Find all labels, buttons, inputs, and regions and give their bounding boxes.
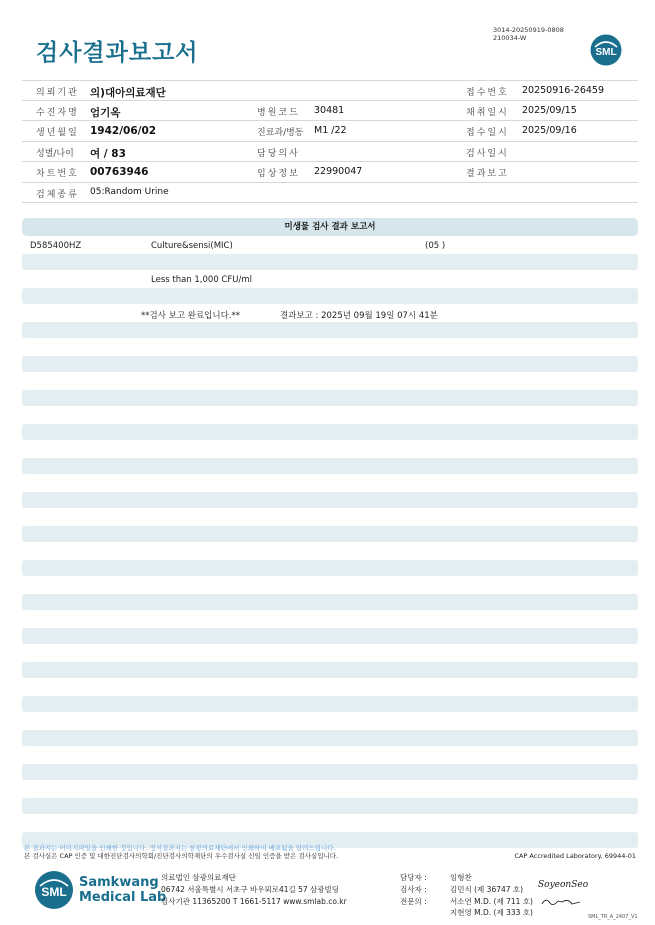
result-row-band	[22, 288, 638, 304]
result-row-band	[22, 356, 638, 372]
report-time: 결과보고 : 2025년 09월 19일 07시 41분	[280, 311, 438, 321]
info-divider	[22, 161, 638, 162]
org-contact: 검사기관 11365200 T 1661-5117 www.smlab.co.kr	[161, 897, 347, 906]
result-row-band	[22, 730, 638, 746]
result-row-band	[22, 492, 638, 508]
value-receipt-number: 20250916-26459	[522, 85, 605, 96]
result-row-band	[22, 322, 638, 338]
sml-logo-text: SML	[595, 47, 617, 58]
staff-specialist-2: 지현영 M.D. (제 333 호)	[450, 908, 533, 917]
label-birth-date: 생년월일	[36, 128, 79, 138]
label-patient-name: 수진자명	[36, 108, 79, 118]
result-row-band	[22, 560, 638, 576]
sml-logo-icon	[590, 34, 622, 66]
label-specimen-type: 검체종류	[36, 190, 79, 200]
report-code-line2: 210034-W	[493, 34, 527, 42]
result-row-band	[22, 798, 638, 814]
label-clinical-info: 임상정보	[257, 169, 300, 179]
test-spec: (05 )	[425, 241, 446, 251]
signature-seo: SoyeonSeo	[538, 880, 589, 890]
info-divider	[22, 182, 638, 183]
label-department-ward: 진료과/병동	[257, 128, 304, 138]
staff-label-tester: 검사자 :	[400, 885, 427, 894]
value-patient-name: 엄기옥	[90, 107, 121, 119]
result-row-band	[22, 254, 638, 270]
info-divider	[22, 80, 638, 81]
staff-specialist-1: 서소연 M.D. (제 711 호)	[450, 897, 533, 906]
signature-ji-icon	[540, 895, 582, 909]
result-row-band	[22, 458, 638, 474]
staff-label-manager: 담당자 :	[400, 873, 427, 882]
cap-accreditation: CAP Accredited Laboratory. 69944-01	[514, 852, 636, 860]
accreditation-notice: 본 검사실은 CAP 인증 및 대한진단검사의학회/진단검사의학재단의 우수검사실 신임 인증을 받은 검사실입니다.	[24, 852, 339, 860]
label-receipt-date: 접수일시	[466, 128, 509, 138]
info-divider	[22, 202, 638, 203]
form-version: SML_TR_A_2407_V1	[588, 914, 638, 920]
result-row-band	[22, 764, 638, 780]
label-chart-number: 차트번호	[36, 169, 79, 179]
staff-manager: 임형찬	[450, 873, 472, 882]
samkwang-logo-mark: SML	[41, 885, 67, 899]
staff-tester: 김민식 (제 36747 호)	[450, 885, 524, 894]
label-sex-age: 성별/나이	[36, 149, 74, 159]
image-print-disclaimer: 본 결과지는 이미지파일을 인쇄한 것입니다. 정식결과지는 삼광의료재단에서 인쇄하여 배포됨을 알려드립니다.	[24, 844, 336, 852]
value-birth-date: 1942/06/02	[90, 125, 157, 137]
value-specimen-type: 05:Random Urine	[90, 187, 169, 197]
test-name: Culture&sensi(MIC)	[151, 241, 233, 251]
value-department-ward: M1 /22	[314, 125, 347, 136]
samkwang-logo-icon	[34, 870, 74, 910]
test-result: Less than 1,000 CFU/ml	[151, 275, 252, 285]
result-row-band	[22, 526, 638, 542]
page-title: 검사결과보고서	[36, 40, 199, 66]
info-divider	[22, 100, 638, 101]
value-clinical-info: 22990047	[314, 166, 363, 177]
label-receipt-number: 접수번호	[466, 88, 509, 98]
completion-note: **검사 보고 완료입니다.**	[141, 311, 241, 321]
label-test-date: 검사일시	[466, 149, 509, 159]
value-receipt-date: 2025/09/16	[522, 125, 577, 136]
label-attending-doctor: 담당의사	[257, 149, 300, 159]
value-chart-number: 00763946	[90, 166, 149, 178]
result-row-band	[22, 696, 638, 712]
result-row-band	[22, 424, 638, 440]
org-address: 06742 서울특별시 서초구 바우뫼로41길 57 삼광빌딩	[161, 885, 340, 894]
label-collection-date: 채취일시	[466, 108, 509, 118]
result-row-band	[22, 662, 638, 678]
report-code-line1: 3014-20250919-0808	[493, 26, 564, 34]
label-hospital-code: 병원코드	[257, 108, 300, 118]
result-row-band	[22, 628, 638, 644]
org-name: 의료법인 삼광의료재단	[161, 873, 236, 882]
test-code: D585400HZ	[30, 241, 82, 251]
label-requesting-institution: 의뢰기관	[36, 88, 79, 98]
value-collection-date: 2025/09/15	[522, 105, 577, 116]
info-divider	[22, 141, 638, 142]
info-divider	[22, 120, 638, 121]
value-sex-age: 여 / 83	[90, 148, 126, 160]
value-hospital-code: 30481	[314, 105, 345, 116]
label-result-report: 결과보고	[466, 169, 509, 179]
staff-label-specialist: 전문의 :	[400, 897, 427, 906]
value-requesting-institution: 의)대아의료재단	[90, 87, 166, 99]
samkwang-name: Samkwang	[79, 875, 159, 890]
medical-lab-name: Medical Lab	[79, 890, 167, 905]
result-row-band	[22, 594, 638, 610]
report-section-header: 미생물 검사 결과 보고서	[22, 218, 638, 236]
result-row-band	[22, 390, 638, 406]
